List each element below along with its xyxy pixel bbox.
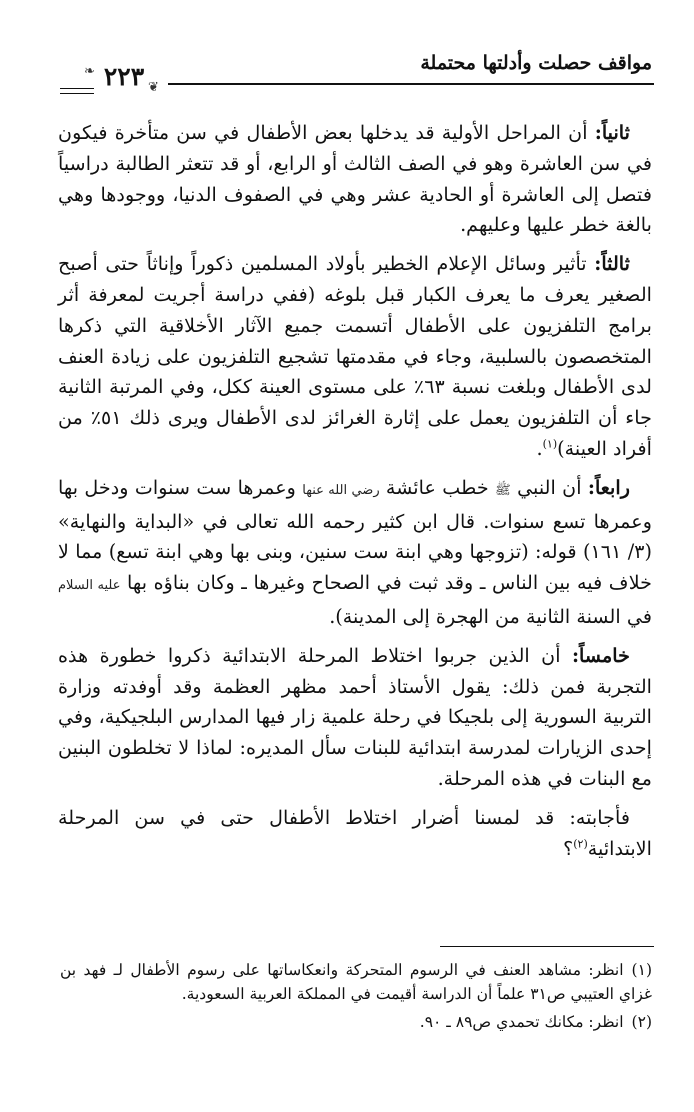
footnote-separator — [440, 946, 654, 947]
running-title: مواقف حصلت وأدلتها محتملة — [420, 52, 652, 74]
footnote-mark: (١) — [631, 961, 652, 979]
honorific-glyph: ﷺ — [495, 482, 511, 498]
footnote-2 — [60, 1010, 652, 1034]
paragraph-text: في السنة الثانية من الهجرة إلى المدينة). — [329, 604, 652, 628]
paragraph-lead: ثانياً: — [594, 121, 630, 144]
footnote-ref: (٢) — [573, 837, 588, 851]
paragraph-fourthly — [58, 473, 652, 633]
paragraph-text: وعمرها ست سنوات ودخل بها وعمرها تسع سنوات. قال ابن كثير رحمه الله تعالى في «البداية والنهاية» (٣/ ١٦١) قوله: (تزوجها وهي ابنة ست سنين، وبنى بها وهي ابنة تسع) مما لا خلاف فيه بين الناس ـ وقد ثبت في الصحاح وغيرها ـ وكان بناؤه بها — [58, 475, 653, 595]
paragraph-thirdly — [58, 249, 652, 465]
header-rule-double-top — [60, 88, 94, 89]
paragraph-text: فأجابته: قد لمسنا أضرار اختلاط الأطفال حتى في سن المرحلة الابتدائية — [58, 805, 652, 860]
ornament-icon: ❧ — [84, 64, 95, 79]
footnote-1 — [60, 958, 652, 1006]
footnote-mark: (٢) — [631, 1013, 652, 1031]
paragraph-text: أن المراحل الأولية قد يدخلها بعض الأطفال في سن متأخرة فيكون في سن العاشرة وهو في الصف الثالث أو الرابع، أو قد تتعثر الطالبة دراسياً فتصل إلى العاشرة أو الحادية عشر وهي في الصفوف الدنيا، ووجودها وهي بالغة خطر عليها وعليهم. — [58, 121, 652, 237]
paragraph-text: خطب عائشة — [379, 475, 496, 499]
paragraph-lead: خامساً: — [571, 643, 630, 667]
footnote-text: انظر: مكانك تحمدي ص٨٩ ـ ٩٠. — [419, 1013, 624, 1031]
footnote-ref: (١) — [542, 437, 558, 451]
footnote-text: انظر: مشاهد العنف في الرسوم المتحركة وانعكاساتها على رسوم الأطفال لـ فهد بن غزاي العتيبي ص٣١ علماً أن الدراسة أقيمت في المملكة العربية السعودية. — [60, 961, 652, 1003]
paragraph-fifthly — [58, 641, 652, 795]
paragraph-text: تأثير وسائل الإعلام الخطير بأولاد المسلمين ذكوراً وإناثاً حتى أصبح الصغير يعرف ما يعرف الكبار قبل بلوغه (ففي دراسة أجريت لمعرفة أثر برامج التلفزيون على الأطفال أتسمت جميع الآثار الأخلاقية التي ذكرها المتخصصون بالسلبية، وجاء في مقدمتها تشجيع التلفزيون على زيادة العنف لدى الأطفال وبلغت نسبة ٦٣٪ على مستوى العينة ككل، وفي المرتبة الثانية جاء أن التلفزيون يعمل على إثارة الغرائز لدى الأطفال ويرى ذلك ٥١٪ من أفراد العينة) — [58, 252, 652, 460]
header-rule — [168, 83, 654, 85]
paragraph-end: ؟ — [563, 836, 574, 860]
honorific-glyph: عليه السلام — [58, 578, 121, 594]
paragraph-lead: ثالثاً: — [594, 252, 630, 276]
paragraph-text: أن الذين جربوا اختلاط المرحلة الابتدائية ذكروا خطورة هذه التجربة فمن ذلك: يقول الأستاذ أحمد مظهر العظمة وقد أوفدته وزارة التربية السورية إلى بلجيكا في رحلة علمية زار فيها المدارس البلجيكية، وفي إحدى الزيارات لمدرسة ابتدائية للبنات سأل المديره: لماذا لا تخلطون البنين مع البنات في هذه المرحلة. — [58, 643, 652, 790]
page-number: ٢٢٣ — [103, 62, 145, 91]
paragraph-answer — [58, 803, 652, 865]
honorific-glyph: رضي الله عنها — [302, 482, 380, 498]
footnotes — [60, 958, 652, 1038]
paragraph-end: . — [536, 436, 543, 460]
paragraph-secondly — [58, 118, 652, 241]
paragraph-text: أن النبي — [510, 475, 588, 499]
main-text — [58, 118, 652, 872]
ornament-icon: ❦ — [148, 80, 159, 95]
header-rule-double-bottom — [60, 93, 94, 94]
paragraph-lead: رابعاً: — [587, 475, 630, 499]
